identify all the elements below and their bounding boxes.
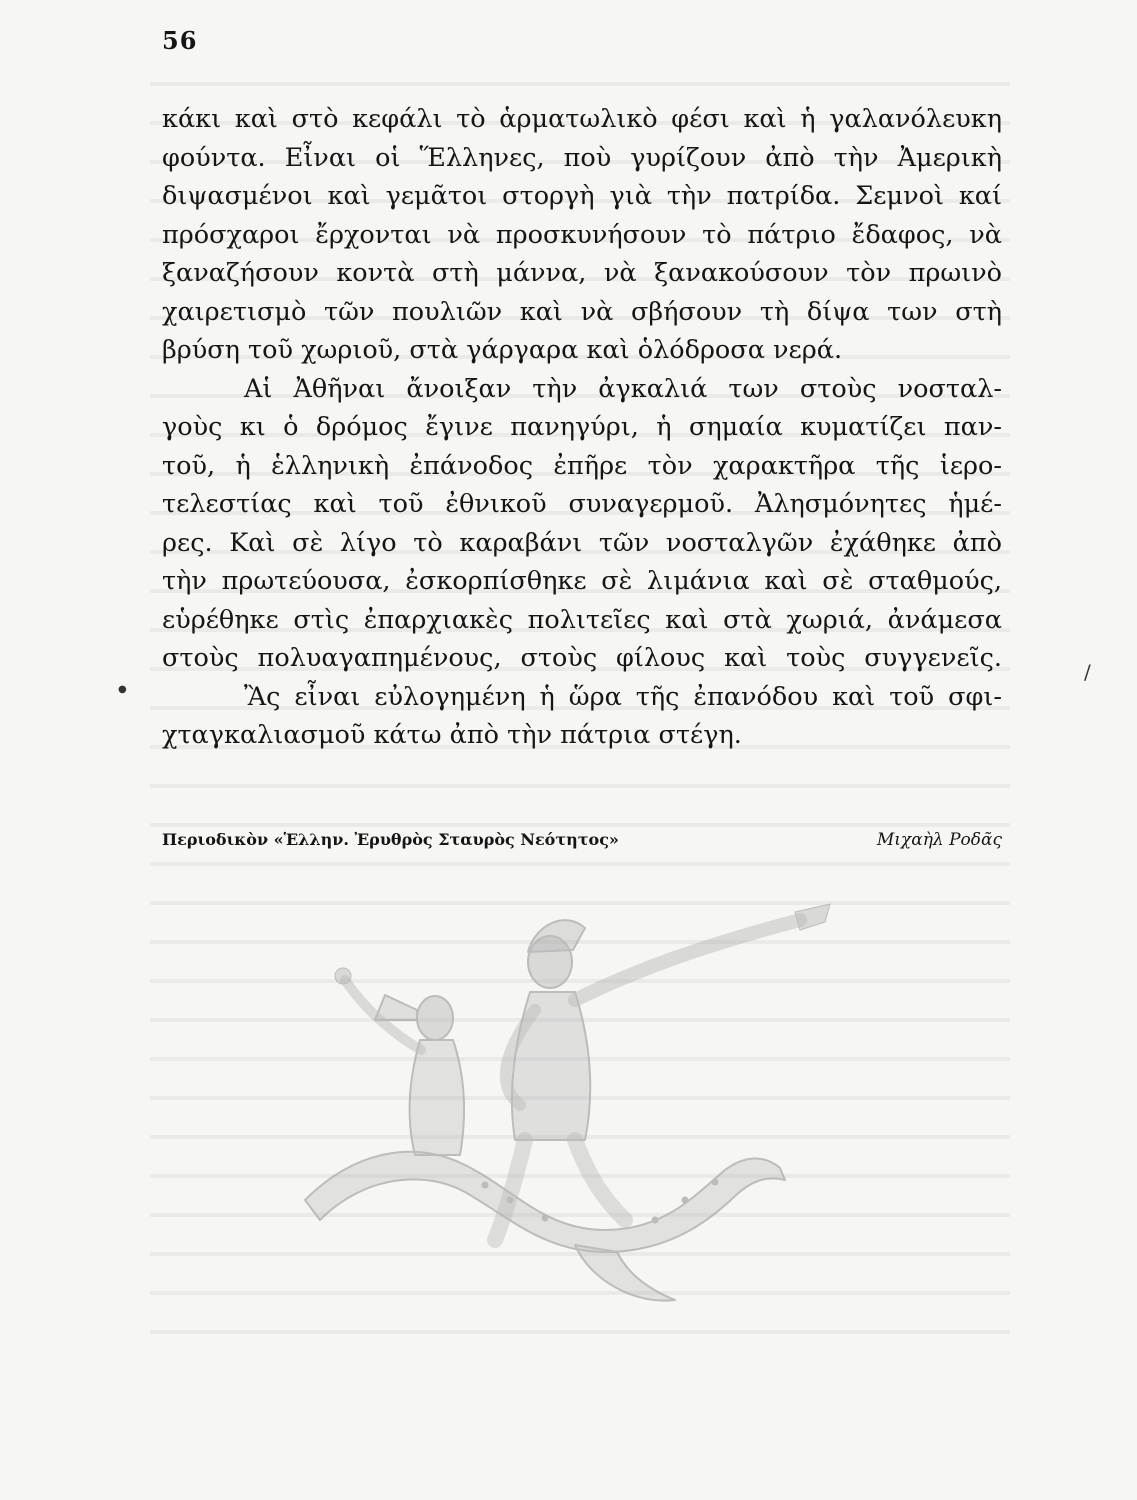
page-number: 56	[162, 26, 198, 55]
body-line-13: τὴν πρωτεύουσα, ἐσκορπίσθηκε σὲ λιμάνια καὶ σὲ σταθμούς,	[162, 566, 1002, 596]
right-figure-cap	[528, 920, 585, 952]
body-line-16: Ἂς εἶναι εὐλογημένη ἡ ὥρα τῆς ἐπανόδου καὶ τοῦ σφι-	[244, 681, 1002, 712]
article-body	[162, 100, 1002, 755]
body-line-4: πρόσχαροι ἔρχονται νὰ προσκυνήσουν τὸ πάτριο ἔδαφος, νὰ	[162, 219, 1002, 250]
body-line-8: Αἱ Ἀθῆναι ἄνοιξαν τὴν ἀγκαλιά των στοὺς νοσταλ-	[244, 373, 1002, 404]
body-line-1: κάκι καὶ στὸ κεφάλι τὸ ἁρματωλικὸ φέσι καὶ ἡ γαλανόλευκη	[162, 104, 1002, 134]
attribution	[162, 830, 1002, 862]
stray-dot-mark: ●	[118, 684, 127, 695]
body-line-14: εὑρέθηκε στὶς ἐπαρχιακὲς πολιτεῖες καὶ στὰ χωριά, ἀνάμεσα	[162, 604, 1002, 635]
dancing-youth-with-ribbon-illustration	[245, 900, 875, 1320]
body-line-7: βρύση τοῦ χωριοῦ, στὰ γάργαρα καὶ ὁλόδροσα νερά.	[162, 335, 843, 365]
ribbon-tail-shape	[575, 1245, 675, 1301]
ribbon-shape	[305, 1152, 785, 1252]
body-line-3: διψασμένοι καὶ γεμᾶτοι στοργὴ γιὰ τὴν πατρίδα. Σεμνοὶ καί	[162, 181, 1002, 211]
body-line-17: χταγκαλιασμοῦ κάτω ἀπὸ τὴν πάτρια στέγη.	[162, 720, 742, 750]
body-line-9: γοὺς κι ὁ δρόμος ἔγινε πανηγύρι, ἡ σημαία κυματίζει παν-	[162, 412, 1002, 442]
author-name: Μιχαὴλ Ροδᾶς	[876, 830, 1002, 850]
body-line-10: τοῦ, ἡ ἑλληνικὴ ἐπάνοδος ἐπῆρε τὸν χαρακτῆρα τῆς ἱερο-	[162, 450, 1002, 481]
stray-pen-mark: /	[1084, 660, 1091, 684]
left-figure-head	[417, 996, 453, 1040]
right-figure-raised-arm	[575, 920, 800, 1000]
body-line-2: φούντα. Εἶναι οἱ Ἕλληνες, ποὺ γυρίζουν ἀπὸ τὴν Ἀμερικὴ	[162, 142, 1002, 173]
body-line-12: ρες. Καὶ σὲ λίγο τὸ καραβάνι τῶν νοσταλγῶν ἐχάθηκε ἀπὸ	[162, 527, 1002, 558]
left-figure-hand	[335, 968, 351, 984]
right-figure-hand	[795, 904, 830, 930]
body-line-5: ξαναζήσουν κοντὰ στὴ μάννα, νὰ ξανακούσουν τὸν πρωινὸ	[162, 258, 1002, 288]
right-figure-body	[512, 992, 590, 1140]
body-line-15: στοὺς πολυαγαπημένους, στοὺς φίλους καὶ τοὺς συγγενεῖς.	[162, 643, 1002, 673]
right-figure-leg-right	[575, 1140, 625, 1220]
source-citation: Περιοδικὸν «Ἑλλην. Ἐρυθρὸς Σταυρὸς Νεότητος»	[162, 830, 619, 849]
body-line-11: τελεστίας καὶ τοῦ ἐθνικοῦ συναγερμοῦ. Ἀλησμόνητες ἡμέ-	[162, 489, 1002, 519]
left-figure-body	[410, 1040, 464, 1155]
body-line-6: χαιρετισμὸ τῶν πουλιῶν καὶ νὰ σβήσουν τὴ δίψα των στὴ	[162, 296, 1002, 327]
